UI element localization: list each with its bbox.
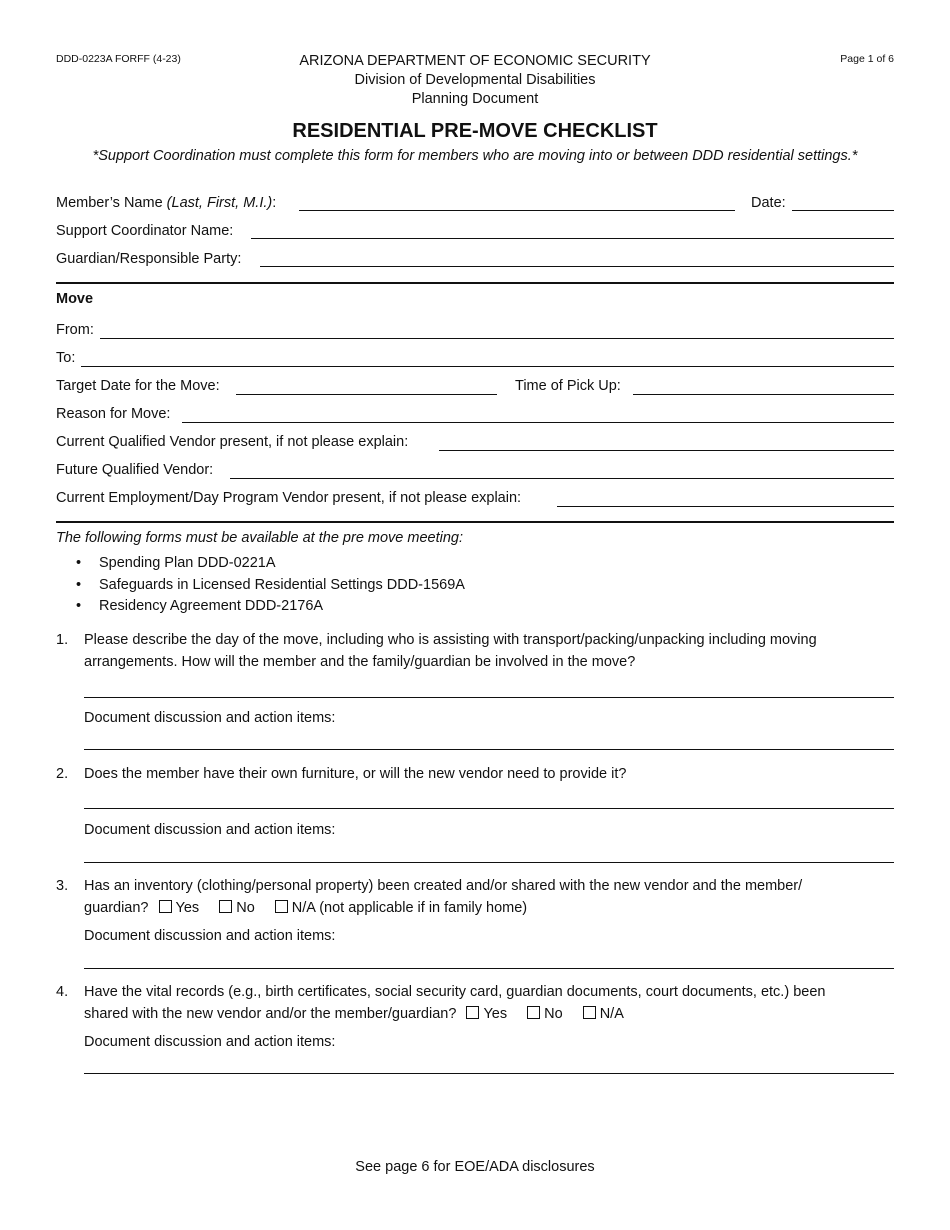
current-vendor-label: Current Qualified Vendor present, if not please explain:	[56, 434, 409, 450]
question-4-yes-label: Yes	[483, 1006, 508, 1022]
pickup-time-label: Time of Pick Up:	[515, 378, 621, 394]
footer-disclosure: See page 6 for EOE/ADA disclosures	[355, 1159, 595, 1175]
date-field[interactable]	[792, 210, 894, 211]
list-item: • Residency Agreement DDD-2176A	[76, 598, 324, 614]
guardian-label: Guardian/Responsible Party:	[56, 251, 242, 267]
pickup-time-field[interactable]	[633, 394, 894, 395]
member-name-label: Member’s Name (Last, First, M.I.):	[56, 195, 277, 211]
agency-name: ARIZONA DEPARTMENT OF ECONOMIC SECURITY	[299, 53, 651, 69]
section-divider	[56, 282, 894, 284]
question-4-text: Have the vital records (e.g., birth certificates, social security card, guardian documents, court documents, etc.) been shared with the new vendor and/or the member/guardian? Yes No N/A	[84, 984, 826, 1022]
question-2-number: 2.	[56, 766, 69, 782]
question-3-na-checkbox[interactable]	[275, 900, 288, 913]
question-1-number: 1.	[56, 632, 69, 648]
member-name-field[interactable]	[299, 210, 735, 211]
target-date-field[interactable]	[236, 394, 497, 395]
question-3-number: 3.	[56, 878, 69, 894]
reason-field[interactable]	[182, 422, 894, 423]
document-type: Planning Document	[411, 91, 539, 107]
form-subtitle: *Support Coordination must complete this form for members who are moving into or between DDD residential settings.*	[92, 148, 858, 164]
forms-intro: The following forms must be available at the pre move meeting:	[56, 530, 464, 546]
reason-label: Reason for Move:	[56, 406, 171, 422]
question-2-answer-line[interactable]	[84, 808, 894, 809]
question-3-yes-label: Yes	[175, 900, 200, 916]
coordinator-field[interactable]	[251, 238, 894, 239]
employment-vendor-field[interactable]	[557, 506, 894, 507]
coordinator-label: Support Coordinator Name:	[56, 223, 234, 239]
question-1-discussion-label: Document discussion and action items:	[84, 710, 336, 726]
question-1-discussion-line[interactable]	[84, 749, 894, 750]
from-field[interactable]	[100, 338, 894, 339]
to-field[interactable]	[81, 366, 894, 367]
question-3-discussion-line[interactable]	[84, 968, 894, 969]
question-4-no-label: No	[544, 1006, 563, 1022]
question-3-no-checkbox[interactable]	[219, 900, 232, 913]
question-1-answer-line[interactable]	[84, 697, 894, 698]
guardian-field[interactable]	[260, 266, 894, 267]
form-title: RESIDENTIAL PRE-MOVE CHECKLIST	[292, 120, 658, 142]
question-4-yes-checkbox[interactable]	[466, 1006, 479, 1019]
future-vendor-label: Future Qualified Vendor:	[56, 462, 214, 478]
page-number: Page 1 of 6	[840, 53, 894, 65]
question-3-discussion-label: Document discussion and action items:	[84, 928, 336, 944]
question-4-na-label: N/A	[599, 1006, 624, 1022]
question-3-no-label: No	[236, 900, 255, 916]
move-heading: Move	[56, 291, 94, 307]
question-3-text: Has an inventory (clothing/personal property) been created and/or shared with the new vendor and the member/ guardian? Yes No N/A (not applicable if in family home)	[84, 878, 803, 916]
future-vendor-field[interactable]	[230, 478, 894, 479]
current-vendor-field[interactable]	[439, 450, 894, 451]
employment-vendor-label: Current Employment/Day Program Vendor present, if not please explain:	[56, 490, 522, 506]
from-label: From:	[56, 322, 94, 338]
list-item: • Spending Plan DDD-0221A	[76, 555, 276, 571]
question-2-discussion-label: Document discussion and action items:	[84, 822, 336, 838]
question-2-discussion-line[interactable]	[84, 862, 894, 863]
question-4-na-checkbox[interactable]	[583, 1006, 596, 1019]
question-3-na-label: N/A (not applicable if in family home)	[291, 900, 528, 916]
division-name: Division of Developmental Disabilities	[354, 72, 596, 88]
question-4-discussion-label: Document discussion and action items:	[84, 1034, 336, 1050]
form-code: DDD-0223A FORFF (4-23)	[56, 53, 181, 65]
question-2-text: Does the member have their own furniture, or will the new vendor need to provide it?	[84, 766, 627, 782]
target-date-label: Target Date for the Move:	[56, 378, 220, 394]
date-label: Date:	[751, 195, 786, 211]
question-4-no-checkbox[interactable]	[527, 1006, 540, 1019]
question-3-yes-checkbox[interactable]	[159, 900, 172, 913]
question-4-number: 4.	[56, 984, 69, 1000]
to-label: To:	[56, 350, 76, 366]
question-1-text: Please describe the day of the move, including who is assisting with transport/packing/unpacking including moving arrangements. How will the member and the family/guardian be involved in the move?	[84, 632, 817, 670]
list-item: • Safeguards in Licensed Residential Settings DDD-1569A	[76, 577, 465, 593]
section-divider	[56, 521, 894, 523]
question-4-discussion-line[interactable]	[84, 1073, 894, 1074]
